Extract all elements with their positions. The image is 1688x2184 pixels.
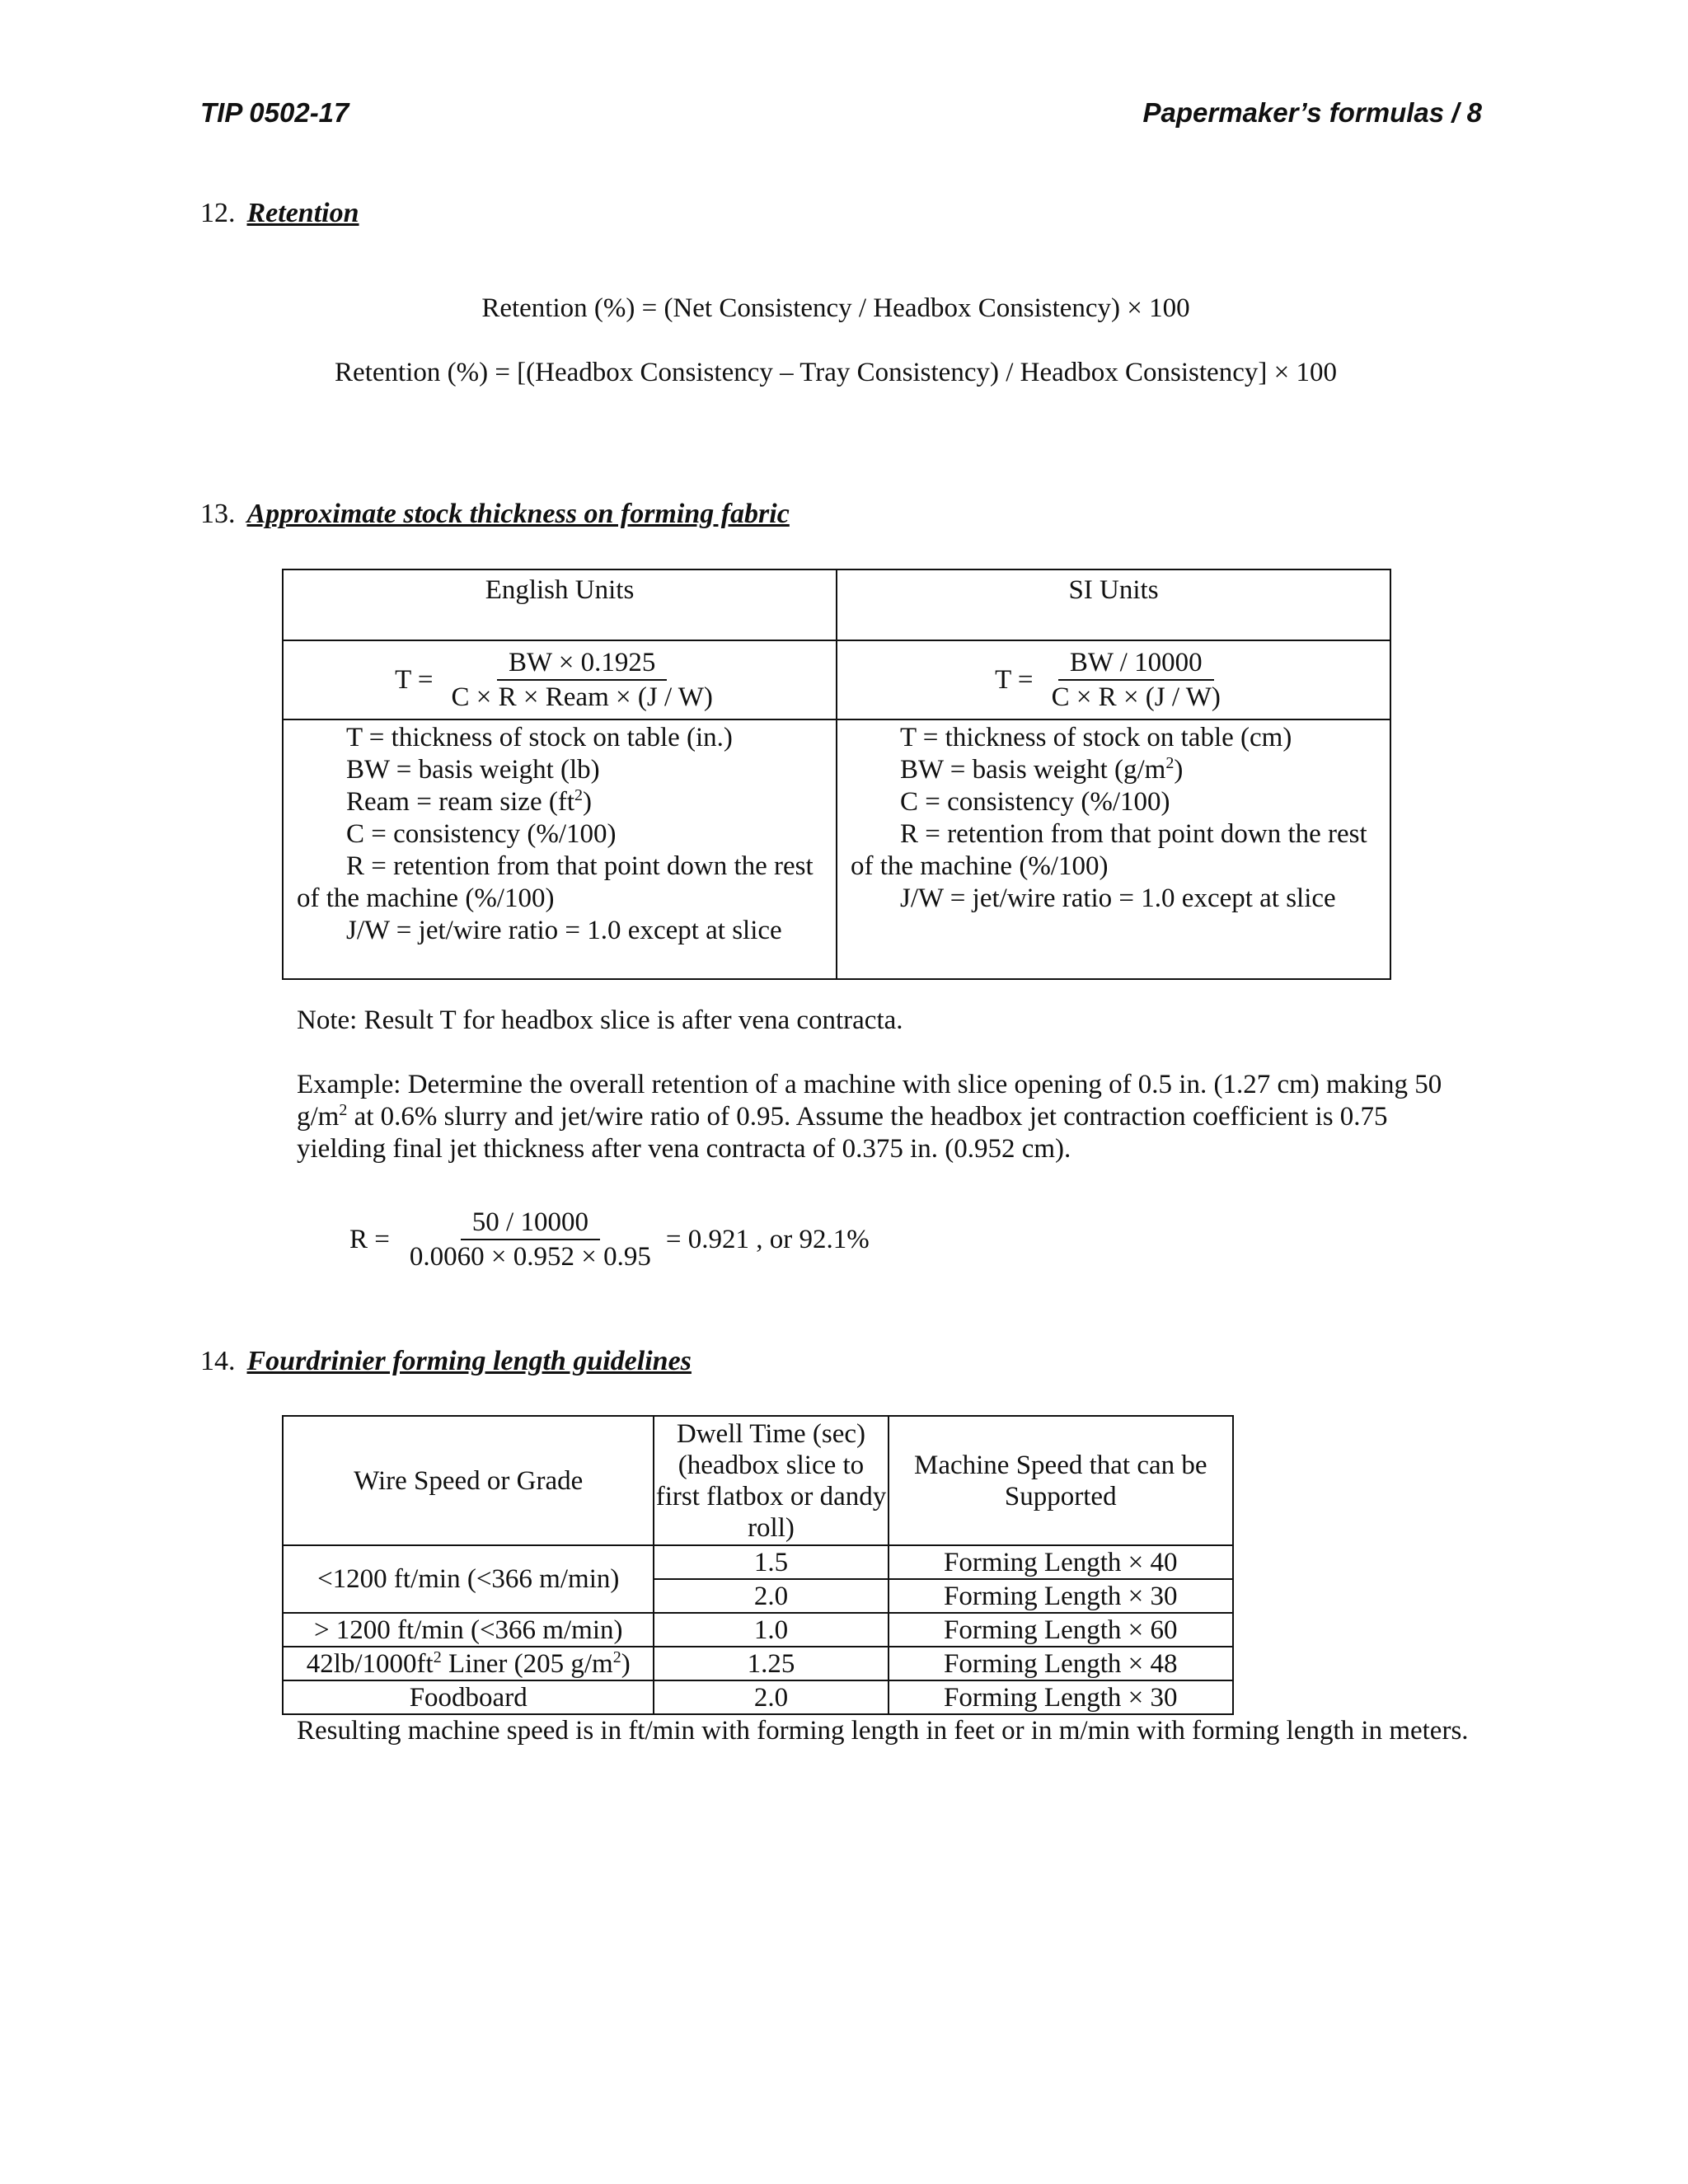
dwell-cell: 2.0 xyxy=(654,1579,888,1613)
doc-id-header: TIP 0502-17 xyxy=(200,97,349,128)
fraction xyxy=(398,1206,663,1273)
header-dwell-time: Dwell Time (sec) (headbox slice to first flatbox or dandy roll) xyxy=(654,1416,888,1545)
section-number: 12. xyxy=(200,198,236,228)
grade-cell: > 1200 ft/min (<366 m/min) xyxy=(283,1613,654,1647)
si-formula-cell xyxy=(837,640,1390,719)
vena-contracta-note: Note: Result T for headbox slice is after vena contracta. xyxy=(297,1005,903,1035)
retention-result-formula xyxy=(349,1206,870,1273)
denominator: 0.0060 × 0.952 × 0.95 xyxy=(409,1242,651,1272)
retention-formula-2: Retention (%) = [(Headbox Consistency – Tray Consistency) / Headbox Consistency] × 100 xyxy=(335,358,1337,387)
denominator: C × R × (J / W) xyxy=(1051,682,1221,712)
section-14-heading xyxy=(200,1346,692,1377)
def-bw: BW = basis weight $(g/m^2)$ xyxy=(900,754,1184,785)
def-jw: J/W = jet/wire ratio = 1.0 except at slice xyxy=(900,883,1336,913)
formula-lhs: T = xyxy=(395,664,434,695)
si-units-header: SI Units xyxy=(837,569,1390,640)
def-jw: J/W = jet/wire ratio = 1.0 except at slice xyxy=(346,916,782,945)
speed-cell: Forming Length × 48 xyxy=(889,1647,1233,1680)
english-units-header: English Units xyxy=(283,569,837,640)
dwell-cell: 1.0 xyxy=(654,1613,888,1647)
def-t: T = thickness of stock on table (in.) xyxy=(346,723,733,752)
numerator: 50 / 10000 xyxy=(461,1206,600,1240)
def-r: R = retention from that point down the rest xyxy=(346,851,814,881)
example-paragraph xyxy=(297,1069,1442,1165)
header-machine-speed: Machine Speed that can be Supported xyxy=(889,1416,1233,1545)
fraction xyxy=(1040,646,1232,714)
formula-lhs: T = xyxy=(995,664,1034,695)
stock-thickness-table xyxy=(282,569,1391,980)
header-wire-speed: Wire Speed or Grade xyxy=(283,1416,654,1545)
example-line-2: $g/m^2$ at 0.6% slurry and jet/wire ratio of 0.95. Assume the headbox jet contraction coefficient is 0.75 xyxy=(297,1101,1388,1132)
dwell-cell: 1.25 xyxy=(654,1647,888,1680)
machine-speed-note: Resulting machine speed is in ft/min with forming length in feet or in m/min with forming length in meters. xyxy=(297,1716,1469,1746)
section-12-heading xyxy=(200,198,359,229)
grade-cell: Foodboard xyxy=(283,1680,654,1714)
formula-lhs: R = xyxy=(349,1224,390,1254)
example-line-1: Example: Determine the overall retention of a machine with slice opening of 0.5 in. (1.27 cm) making 50 xyxy=(297,1070,1442,1099)
numerator: BW × 0.1925 xyxy=(497,646,667,681)
def-ream: Ream = ream size $(ft^2)$ xyxy=(346,786,592,817)
denominator: C × R × Ream × (J / W) xyxy=(451,682,713,712)
section-title: Retention xyxy=(246,198,359,228)
speed-cell: Forming Length × 30 xyxy=(889,1680,1233,1714)
def-r-continued: of the machine (%/100) xyxy=(297,883,555,913)
grade-cell: <1200 ft/min (<366 m/min) xyxy=(283,1545,654,1613)
numerator: BW / 10000 xyxy=(1058,646,1214,681)
section-title: Approximate stock thickness on forming fabric xyxy=(246,499,790,529)
def-c: C = consistency (%/100) xyxy=(346,819,617,849)
english-definitions-cell xyxy=(283,719,837,979)
speed-cell: Forming Length × 60 xyxy=(889,1613,1233,1647)
def-r-continued: of the machine (%/100) xyxy=(851,851,1109,881)
speed-cell: Forming Length × 40 xyxy=(889,1545,1233,1579)
table-row xyxy=(283,1680,1233,1714)
def-r: R = retention from that point down the rest xyxy=(900,819,1367,849)
example-line-3: yielding final jet thickness after vena contracta of 0.375 in. (0.952 cm). xyxy=(297,1134,1071,1164)
page-title-header: Papermaker’s formulas / 8 xyxy=(1142,97,1482,128)
def-bw: BW = basis weight (lb) xyxy=(346,755,600,785)
forming-length-table xyxy=(282,1415,1234,1715)
table-row xyxy=(283,1613,1233,1647)
table-row xyxy=(283,1647,1233,1680)
si-definitions-cell xyxy=(837,719,1390,979)
fraction xyxy=(440,646,724,714)
section-number: 14. xyxy=(200,1346,236,1376)
retention-formula-1: Retention (%) = (Net Consistency / Headbox Consistency) × 100 xyxy=(481,293,1190,323)
def-t: T = thickness of stock on table (cm) xyxy=(900,723,1292,752)
def-c: C = consistency (%/100) xyxy=(900,787,1170,817)
section-13-heading xyxy=(200,499,790,530)
formula-result: = 0.921 , or 92.1% xyxy=(665,1224,870,1254)
section-title: Fourdrinier forming length guidelines xyxy=(246,1346,692,1376)
dwell-cell: 1.5 xyxy=(654,1545,888,1579)
section-number: 13. xyxy=(200,499,236,529)
speed-cell: Forming Length × 30 xyxy=(889,1579,1233,1613)
dwell-cell: 2.0 xyxy=(654,1680,888,1714)
english-formula-cell xyxy=(283,640,837,719)
table-row xyxy=(283,1545,1233,1579)
grade-cell: $42lb/1000ft^2$ Liner (205 $g/m^2$) xyxy=(283,1647,654,1680)
